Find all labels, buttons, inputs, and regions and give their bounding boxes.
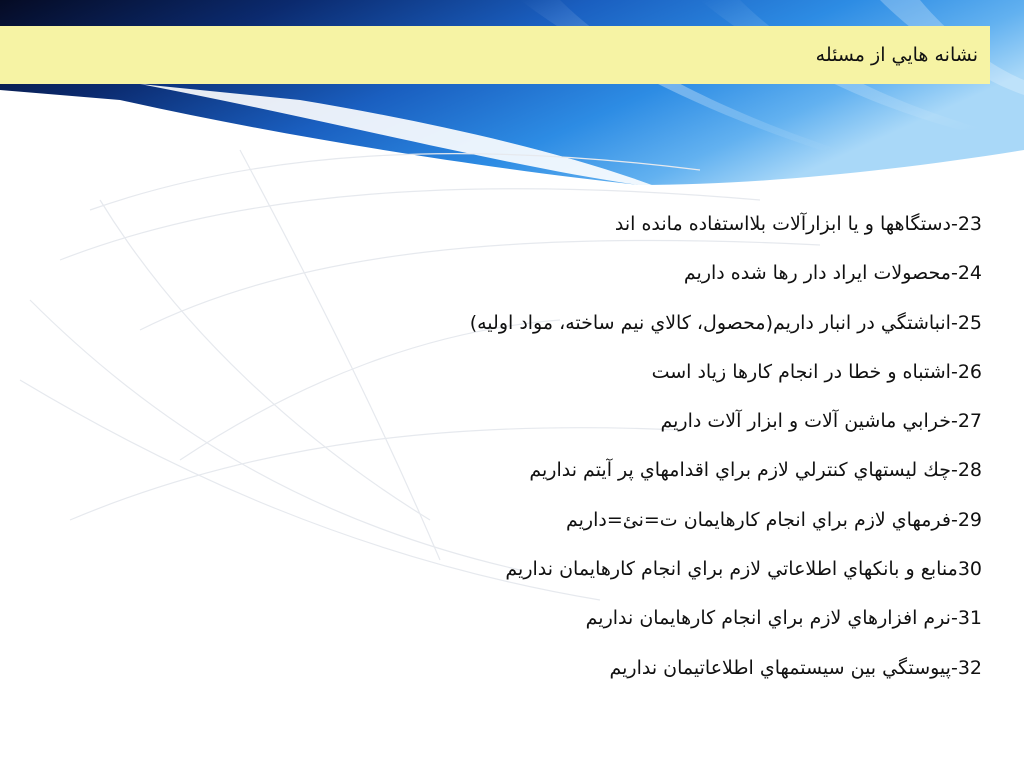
list-item: 24-محصولات ايراد دار رها شده داريم bbox=[683, 262, 982, 285]
bullet-list bbox=[282, 200, 982, 693]
list-item: 29-فرمهاي لازم براي انجام كارهايمان ت=نئ=داريم bbox=[565, 508, 982, 531]
list-item: 28-چك ليستهاي كنترلي لازم براي اقدامهاي پر آيتم نداريم bbox=[529, 459, 982, 482]
list-item: 26-اشتباه و خطا در انجام كارها زياد است bbox=[651, 360, 982, 383]
slide-title: نشانه هايي از مسئله bbox=[815, 44, 978, 66]
list-item: 25-انباشتگي در انبار داريم(محصول، كالاي نيم ساخته، مواد اوليه) bbox=[469, 311, 982, 334]
list-item: 27-خرابي ماشين آلات و ابزار آلات داريم bbox=[660, 410, 982, 433]
list-item: 30منابع و بانكهاي اطلاعاتي لازم براي انجام كارهايمان نداريم bbox=[505, 558, 982, 581]
list-item: 31-نرم افزارهاي لازم براي انجام كارهايمان نداريم bbox=[585, 607, 982, 630]
list-item: 32-پيوستگي بين سيستمهاي اطلاعاتيمان نداريم bbox=[609, 656, 982, 679]
list-item: 23-دستگاهها و يا ابزارآلات بلااستفاده مانده اند bbox=[614, 213, 982, 235]
title-bar bbox=[0, 26, 990, 84]
